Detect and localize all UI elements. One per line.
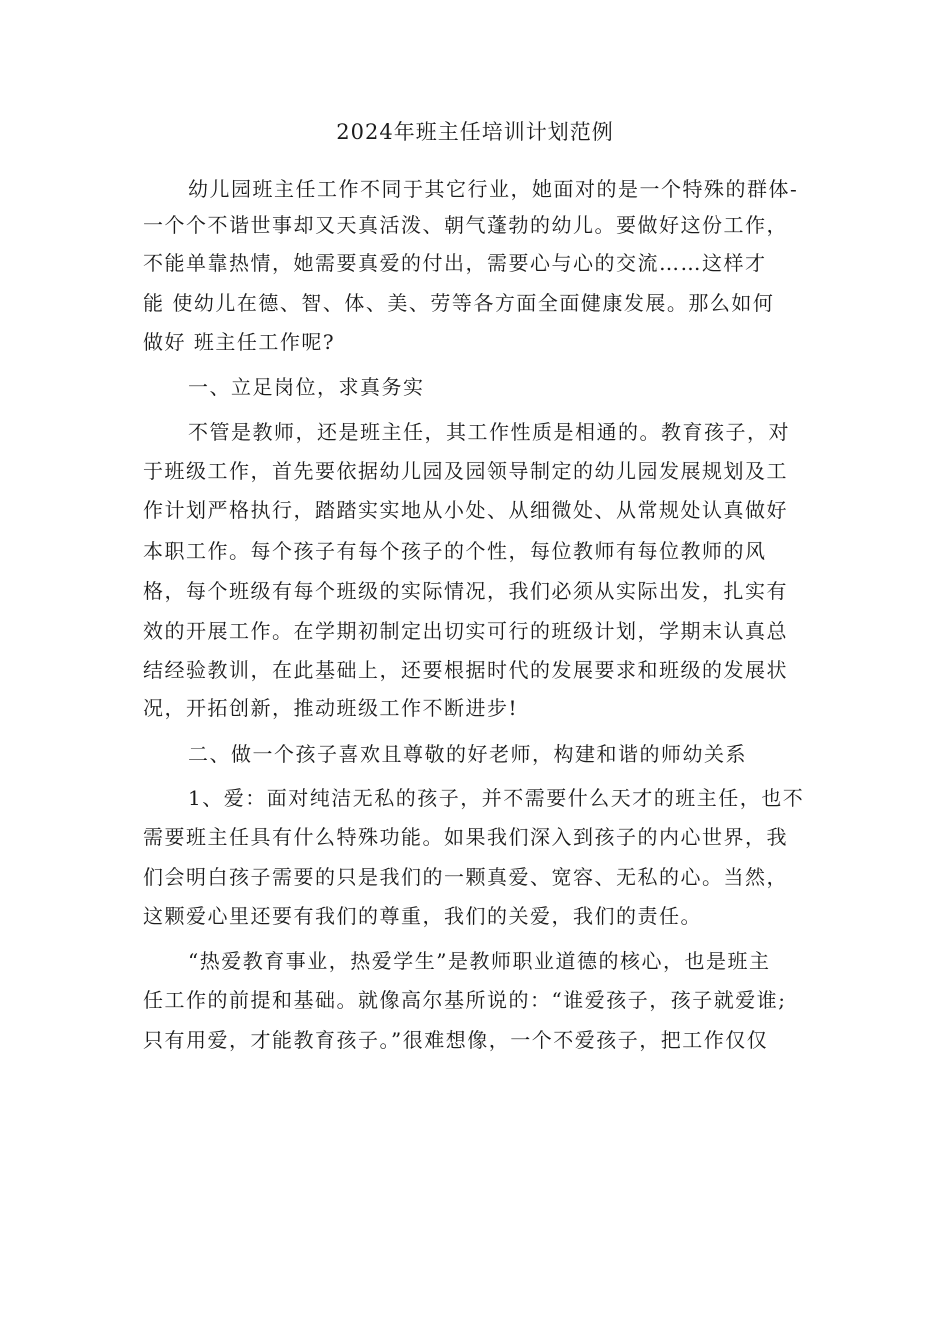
paragraph-line: 一个个不谐世事却又天真活泼、朝气蓬勃的幼儿。要做好这份工作， [143, 213, 788, 237]
paragraph-line: 任工作的前提和基础。就像高尔基所说的：“谁爱孩子，孩子就爱谁; [143, 988, 787, 1012]
paragraph-line: 1、爱：面对纯洁无私的孩子，并不需要什么天才的班主任，也不 [188, 786, 805, 810]
paragraph-line: 不管是教师，还是班主任，其工作性质是相通的。教育孩子，对 [188, 420, 790, 444]
paragraph-line: 格，每个班级有每个班级的实际情况，我们必须从实际出发，扎实有 [143, 579, 788, 603]
paragraph-line: 况，开拓创新，推动班级工作不断进步! [143, 696, 519, 720]
paragraph-line: “热爱教育事业，热爱学生”是教师职业道德的核心，也是班主 [188, 949, 771, 973]
paragraph-line: 这颗爱心里还要有我们的尊重，我们的关爱，我们的责任。 [143, 904, 702, 928]
paragraph-line: 本职工作。每个孩子有每个孩子的个性，每位教师有每位教师的风 [143, 539, 767, 563]
paragraph-line: 需要班主任具有什么特殊功能。如果我们深入到孩子的内心世界，我 [143, 825, 788, 849]
paragraph-line: 只有用爱，才能教育孩子。”很难想像，一个不爱孩子，把工作仅仅 [143, 1028, 769, 1052]
paragraph-line: 们会明白孩子需要的只是我们的一颗真爱、宽容、无私的心。当然， [143, 865, 788, 889]
paragraph-line: 能 使幼儿在德、智、体、美、劳等各方面全面健康发展。那么如何 [143, 291, 775, 315]
paragraph-line: 幼儿园班主任工作不同于其它行业，她面对的是一个特殊的群体- [188, 177, 799, 201]
document-title: 2024年班主任培训计划范例 [336, 120, 614, 144]
section-heading: 一、立足岗位，求真务实 [188, 375, 425, 399]
paragraph-line: 结经验教训，在此基础上，还要根据时代的发展要求和班级的发展状 [143, 658, 788, 682]
paragraph-line: 于班级工作，首先要依据幼儿园及园领导制定的幼儿园发展规划及工 [143, 459, 788, 483]
paragraph-line: 效的开展工作。在学期初制定出切实可行的班级计划，学期末认真总 [143, 619, 788, 643]
paragraph-line: 作计划严格执行，踏踏实实地从小处、从细微处、从常规处认真做好 [143, 498, 788, 522]
section-heading: 二、做一个孩子喜欢且尊敬的好老师，构建和谐的师幼关系 [188, 742, 747, 766]
paragraph-line: 不能单靠热情，她需要真爱的付出，需要心与心的交流……这样才 [143, 251, 767, 275]
paragraph-line: 做好 班主任工作呢? [143, 330, 336, 354]
